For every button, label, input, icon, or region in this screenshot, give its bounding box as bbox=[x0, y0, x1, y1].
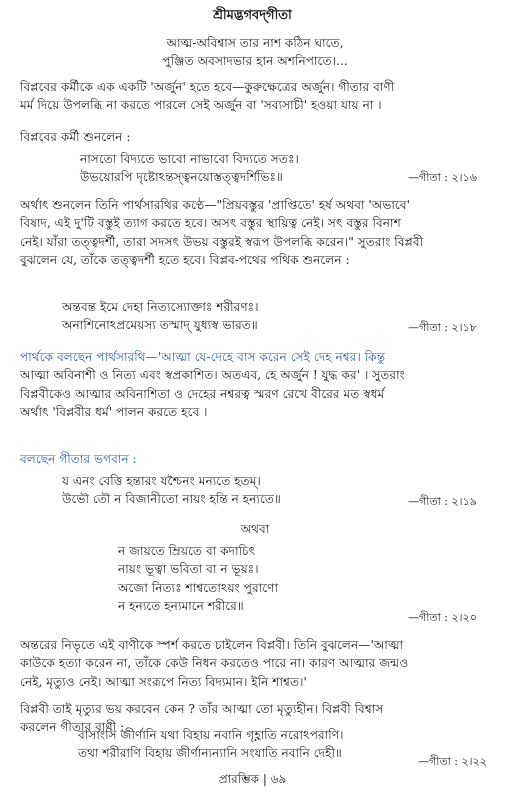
verse-line: য এনং বেত্তি হন্তারং যশ্চৈনং মন্যতে হতম্। bbox=[62, 474, 261, 488]
verse-line: উভয়োরপি দৃষ্টোঽন্তস্ত্বনয়োস্তত্ত্বদর্শিভিঃ॥ bbox=[80, 170, 283, 185]
citation-1: —গীতা : ২।১৬ bbox=[408, 171, 477, 184]
paragraph-3 bbox=[20, 348, 490, 421]
verse-line: বাসাংসি জীর্ণানি যথা বিহায় নবানি গৃহ্ণাতি নরোঽপরাণি। bbox=[78, 728, 344, 742]
verse-line: ন হন্যতে হন্যমানে শরীরে॥ bbox=[118, 598, 244, 613]
text-line: পার্থকে বলছেন পার্থসারথি—'আত্মা যে-দেহে বাস করেন সেই দেহ নশ্বর। কিন্তু bbox=[20, 350, 386, 364]
intro-1: বিপ্লবের কর্মী শুনলেন : bbox=[20, 130, 131, 144]
text-line: বিপ্লবী তাই মৃত্যুর ভয় করবেন কেন ? তাঁর আত্মা তো মৃত্যুহীন। বিপ্লবী বিশ্বাস bbox=[20, 702, 384, 716]
text-line: বিষাদ, এই দু'টি বস্তুই ত্যাগ করতে হবে। অসৎ বস্তুর স্থায়িত্ব নেই। সৎ বস্তুর বিনাশ bbox=[20, 216, 401, 231]
citation-4: —গীতা : ২।২০ bbox=[408, 611, 477, 624]
poem-line: পুঞ্জিত অবসাদভার হান অশনিপাতে।... bbox=[162, 54, 348, 69]
text-line: নেই। যাঁরা তত্ত্বদর্শী, তারা সদসৎ উভয় বস্তুরই স্বরূপ উপলব্ধি করেন।" সুতরাং বিপ্লবী bbox=[20, 234, 424, 249]
intro-2: বলছেন গীতার ভগবান : bbox=[20, 452, 137, 466]
text-line: নেই, মৃত্যুও নেই। আত্মা সংরূপে নিত্য বিদ্যমান। ইনি শাশ্বত।' bbox=[20, 674, 307, 689]
text-line: কাউকে হত্যা করেন না, তাঁকে কেউ নিধন করতেও পারে না। কারণ আত্মার জন্মও bbox=[20, 656, 409, 671]
verse-line: ন জায়তে ম্রিয়তে বা কদাচিৎ bbox=[118, 544, 256, 558]
page-header: শ্রীমদ্ভগবদ্‌গীতা bbox=[213, 8, 292, 23]
text-line: অর্থাৎ শুনলেন তিনি পার্থসারথির কণ্ঠে—"প্রিয়বস্তুর 'প্রাপ্তিতে' হর্ষ অথবা 'অভাবে' bbox=[20, 198, 410, 212]
opening-poem bbox=[20, 34, 490, 71]
verse-line: অনাশিনোঽপ্রমেয়স্য তস্মাদ্ যুধ্যস্ব ভারত॥ bbox=[62, 318, 258, 333]
paragraph-2 bbox=[20, 196, 490, 269]
text-line: অন্তরের নিভৃতে এই বাণীকে স্পর্শ করতে চাইলেন বিপ্লবী। তিনি বুঝলেন—'আত্মা bbox=[20, 638, 404, 652]
verse-line: অন্তবন্ত ইমে দেহা নিত্যস্যোক্তাঃ শরীরণঃ। bbox=[62, 300, 259, 314]
paragraph-1 bbox=[20, 78, 490, 115]
paragraph-4 bbox=[20, 636, 490, 691]
citation-3: —গীতা : ২।১৯ bbox=[408, 495, 477, 508]
poem-line: আত্ম-অবিশ্বাস তার নাশ কঠিন ঘাতে, bbox=[166, 36, 344, 50]
verse-line: অজো নিত্যঃ শাশ্বতোঽয়ং পুরাণো bbox=[118, 580, 279, 595]
text-line: বুঝলেন যে, তাঁকে তত্ত্বদর্শী হতে হবে। বিপ্লব-পথের পথিক শুনলেন : bbox=[20, 252, 350, 267]
verse-line: নাসতো বিদ্যতে ভাবো নাভাবো বিদ্যতে সতঃ। bbox=[80, 152, 299, 166]
verse-line: উভৌ তৌ ন বিজানীতো নায়ং হন্তি ন হন্যতে॥ bbox=[62, 492, 281, 507]
text-line: মর্ম দিয়ে উপলব্ধি না করতে পারলে সেই অর্জুন বা 'সব্যসাচী' হওয়া যায় না । bbox=[20, 98, 382, 113]
text-line: অর্থাৎ 'বিপ্লবীর ধর্ম' পালন করতে হবে । bbox=[20, 404, 208, 419]
verse-line: নায়ং ভূত্বা ভবিতা বা ন ভূয়ঃ। bbox=[118, 562, 259, 577]
text-line: করলেন গীতার বাণী : bbox=[20, 720, 125, 735]
page-footer: প্রারম্ভিক | ৬৯ bbox=[218, 772, 287, 786]
text-line: আত্মা অবিনাশী ও নিত্য এবং স্বপ্রকাশিত। অতএব, হে অর্জুন ! যুদ্ধ কর' । সুতরাং bbox=[20, 368, 405, 383]
athaba-label: অথবা bbox=[240, 522, 270, 536]
verse-line: তথা শরীরাণি বিহায় জীর্ণান্যন্যানি সংযাতি নবানি দেহী॥ bbox=[78, 746, 342, 761]
text-line: বিপ্লবীকেও আত্মার অবিনাশিতা ও দেহের নশ্বরত্ব স্মরণ রেখে বীরের মত স্বধর্ম bbox=[20, 386, 385, 401]
verse-4 bbox=[118, 542, 505, 615]
text-line: বিপ্লবের কর্মীকে এক একটি 'অর্জুন' হতে হবে—কুরুক্ষেত্রের অর্জুন। গীতার বাণী bbox=[20, 80, 395, 94]
citation-5: —গীতা : ২।২২ bbox=[418, 755, 487, 768]
citation-2: —গীতা : ২।১৮ bbox=[408, 321, 477, 334]
